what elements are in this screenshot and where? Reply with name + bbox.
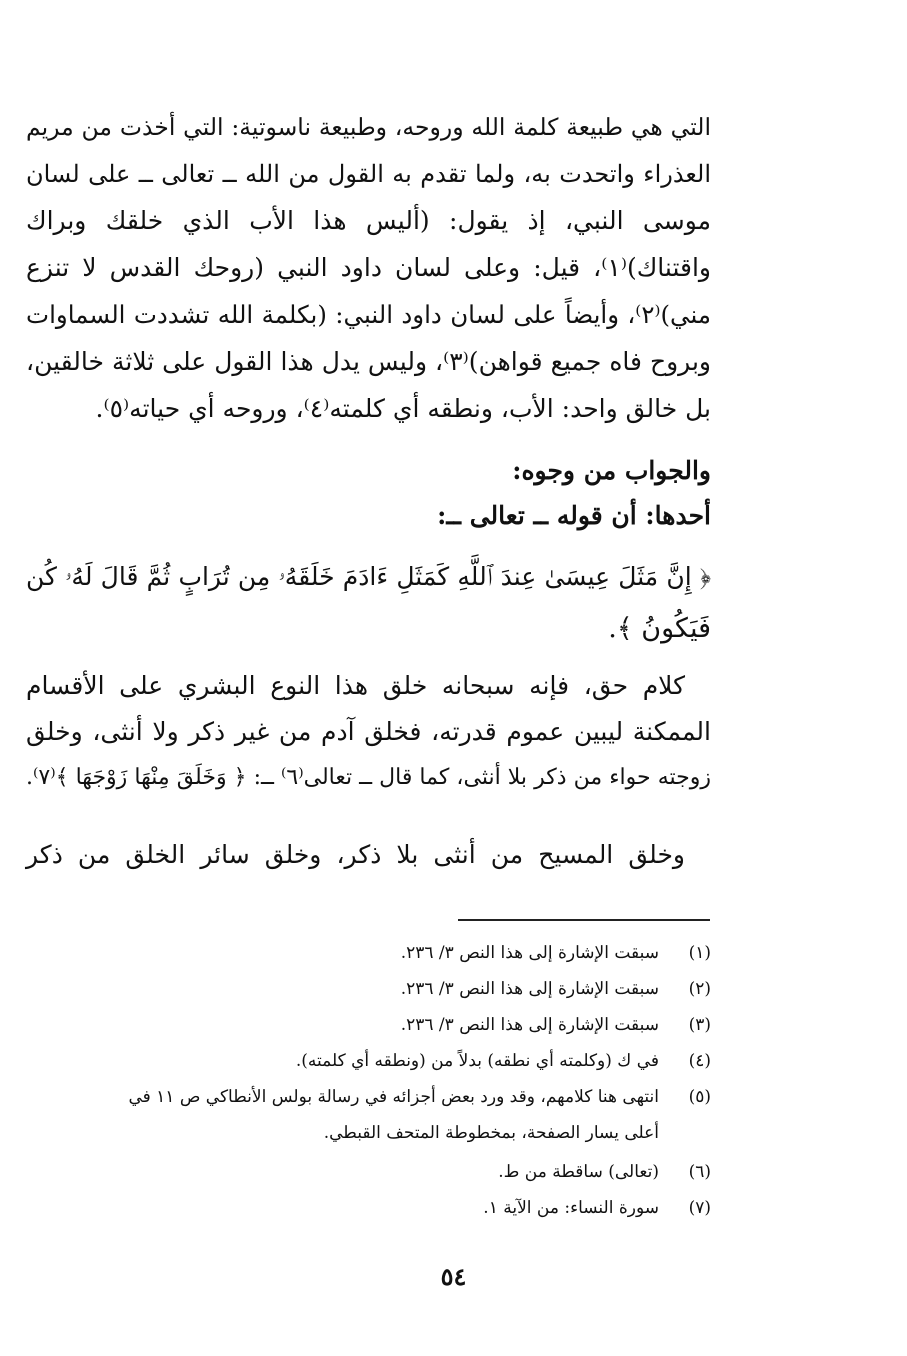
first-point-heading: أحدها: أن قوله ــ تعالى ــ:	[437, 501, 711, 530]
footnote-text: سبقت الإشارة إلى هذا النص ٣/ ٢٣٦.	[400, 1015, 659, 1035]
body-line: وخلق المسيح من أنثى بلا ذكر، وخلق سائر الخلق من ذكر	[26, 840, 685, 869]
footnote-number: (٦)	[688, 1162, 711, 1182]
footnote	[26, 974, 711, 1004]
body-line: كلام حق، فإنه سبحانه خلق هذا النوع البشري على الأقسام	[26, 671, 685, 700]
footnote	[26, 1010, 711, 1040]
footnote-number: (٧)	[688, 1198, 711, 1218]
body-line: العذراء واتحدت به، ولما تقدم به القول من الله ــ تعالى ــ على لسان	[26, 160, 711, 188]
footnote-number: (٥)	[688, 1087, 711, 1107]
footnote-number: (١)	[688, 943, 711, 963]
footnote-text: أعلى يسار الصفحة، بمخطوطة المتحف القبطي.	[323, 1123, 659, 1143]
body-line: واقتناك)⁽١⁾، قيل: وعلى لسان داود النبي (روحك القدس لا تنزع	[26, 253, 711, 282]
body-line: زوجته حواء من ذكر بلا أنثى، كما قال ــ تعالى⁽٦⁾ ــ: ﴿ وَخَلَقَ مِنْهَا زَوْجَهَا ﴾⁽٧⁾.	[26, 765, 711, 790]
footnote-text: سورة النساء: من الآية ١.	[483, 1198, 659, 1218]
footnote-continuation	[26, 1118, 711, 1148]
quran-verse-line: فَيَكُونُ ﴾.	[608, 613, 711, 644]
footnote	[26, 1046, 711, 1076]
footnote	[26, 938, 711, 968]
body-line: الممكنة ليبين عموم قدرته، فخلق آدم من غير ذكر ولا أنثى، وخلق	[26, 717, 711, 746]
footnote-text: في ك (وكلمته أي نطقه) بدلاً من (ونطقه أي كلمته).	[295, 1051, 659, 1071]
footnote-number: (٢)	[688, 979, 711, 999]
footnote	[26, 1193, 711, 1223]
footnote	[26, 1157, 711, 1187]
page-number: ٥٤	[440, 1262, 467, 1291]
footnote-text: سبقت الإشارة إلى هذا النص ٣/ ٢٣٦.	[400, 979, 659, 999]
footnote-number: (٤)	[688, 1051, 711, 1071]
footnote-text: انتهى هنا كلامهم، وقد ورد بعض أجزائه في رسالة بولس الأنطاكي ص ١١ في	[128, 1087, 659, 1107]
body-line: وبروح فاه جميع قواهن)⁽٣⁾، وليس يدل هذا القول على ثلاثة خالقين،	[26, 347, 711, 376]
footnote-number: (٣)	[688, 1015, 711, 1035]
footnote-text: سبقت الإشارة إلى هذا النص ٣/ ٢٣٦.	[400, 943, 659, 963]
answer-heading: والجواب من وجوه:	[512, 456, 711, 485]
body-line: موسى النبي، إذ يقول: (أليس هذا الأب الذي خلقك وبراك	[26, 206, 711, 235]
footnote	[26, 1082, 711, 1112]
quran-verse-line: ﴿ إِنَّ مَثَلَ عِيسَىٰ عِندَ ٱللَّهِ كَمَثَلِ ءَادَمَ خَلَقَهُۥ مِن تُرَابٍ ثُمَّ قَالَ لَهُۥ كُن	[26, 562, 711, 591]
body-line: التي هي طبيعة كلمة الله وروحه، وطبيعة ناسوتية: التي أخذت من مريم	[26, 113, 711, 141]
body-line: مني)⁽٢⁾، وأيضاً على لسان داود النبي: (بكلمة الله تشددت السماوات	[26, 300, 711, 329]
body-line: بل خالق واحد: الأب، ونطقه أي كلمته⁽٤⁾، وروحه أي حياته⁽٥⁾.	[95, 394, 711, 423]
footnote-text: (تعالى) ساقطة من ط.	[498, 1162, 659, 1182]
footnote-separator	[458, 919, 710, 921]
